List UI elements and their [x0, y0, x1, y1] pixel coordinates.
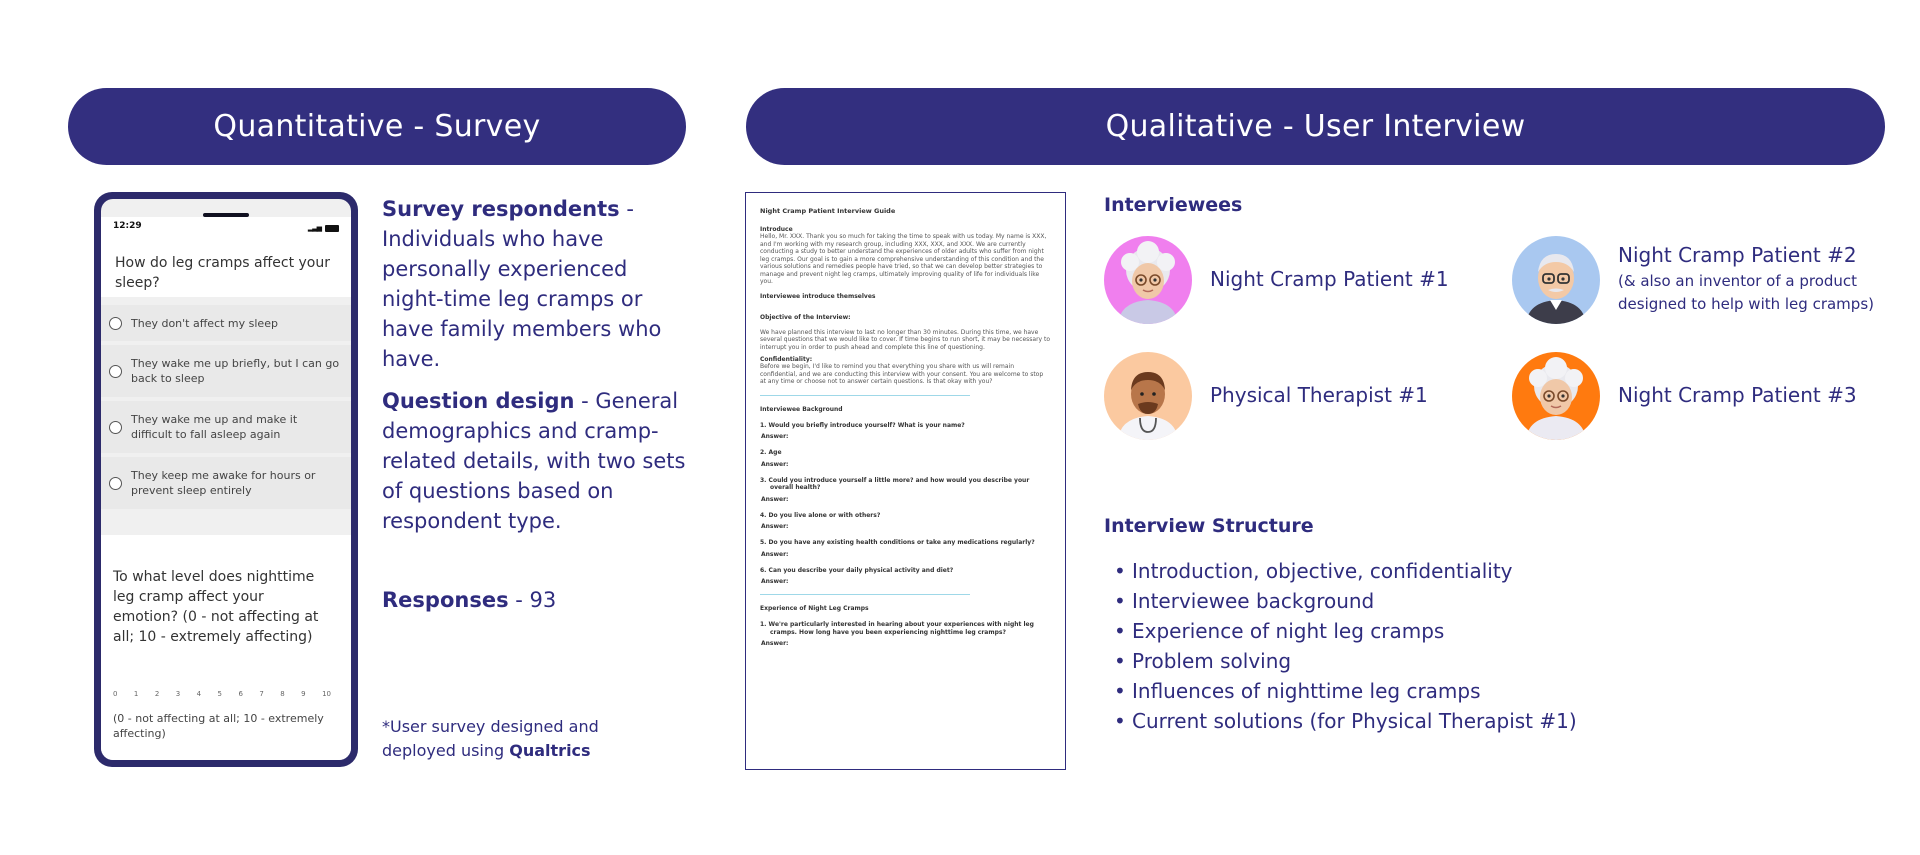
respondents-text: - Individuals who have personally experienced night-time leg cramps or have family members who have. — [382, 197, 662, 371]
option-label: They wake me up and make it difficult to fall asleep again — [131, 413, 298, 441]
interview-structure-list — [1112, 556, 1577, 736]
doc-answer: Answer: — [761, 495, 789, 503]
doctor-icon — [1104, 352, 1192, 440]
survey-question-1: How do leg cramps affect your sleep? — [101, 239, 351, 297]
status-bar — [101, 217, 351, 239]
doc-answer: Answer: — [761, 460, 789, 468]
scale-point[interactable]: 2 — [154, 690, 160, 698]
doc-question: 1. Would you briefly introduce yourself? What is your name? — [760, 421, 965, 429]
radio-icon[interactable] — [109, 477, 122, 490]
radio-icon[interactable] — [109, 421, 122, 434]
doc-answer: Answer: — [761, 640, 789, 647]
list-item: • Problem solving — [1112, 646, 1577, 676]
doc-question: 1. We're particularly interested in hearing about your experiences with night leg cramps. How long have you been experiencing nighttime leg cramps? — [760, 621, 1034, 636]
doc-objective-text: We have planned this interview to last no longer than 30 minutes. During this time, we have several questions that we would like to cover. If time begins to run short, it may be necessary to interrupt you in order to push ahead and complete this line of questioning. — [760, 328, 1051, 351]
survey-section-header — [68, 88, 686, 165]
elderly-man-avatar — [1512, 236, 1600, 324]
design-label: Question design — [382, 389, 575, 413]
doc-divider — [760, 594, 970, 595]
doctor-avatar — [1104, 352, 1192, 440]
doc-objective-heading: Objective of the Interview: — [760, 313, 851, 321]
qualtrics-brand: Qualtrics — [509, 741, 591, 760]
doc-experience-heading: Experience of Night Leg Cramps — [760, 605, 869, 612]
radio-icon[interactable] — [109, 317, 122, 330]
doc-question: 3. Could you introduce yourself a little more? and how would you describe your overall health? — [760, 476, 1030, 491]
doc-intro-heading: Introduce — [760, 226, 793, 233]
scale-point[interactable]: 1 — [133, 690, 139, 698]
survey-footnote — [382, 715, 642, 763]
interviewee-name: Night Cramp Patient #3 — [1618, 383, 1857, 407]
interview-guide-document — [745, 192, 1066, 770]
list-item: • Interviewee background — [1112, 586, 1577, 616]
elderly-woman-avatar — [1104, 236, 1192, 324]
doc-question: 6. Can you describe your daily physical activity and diet? — [760, 566, 954, 574]
interviewees-title: Interviewees — [1104, 194, 1243, 216]
phone-screen — [101, 199, 351, 760]
option-label: They don't affect my sleep — [131, 316, 278, 330]
survey-header-label: Quantitative - Survey — [213, 109, 541, 144]
scale-point[interactable]: 7 — [259, 690, 264, 698]
doc-answer: Answer: — [761, 578, 789, 585]
option-label: They wake me up briefly, but I can go back to sleep — [131, 357, 340, 385]
doc-question: 2. Age — [760, 449, 782, 456]
scale-point[interactable]: 6 — [238, 690, 243, 698]
survey-option-3[interactable] — [101, 401, 351, 453]
rating-scale[interactable] — [113, 690, 331, 698]
design-text: - General demographics and cramp-related details, with two sets of questions based on respondent type. — [382, 389, 686, 533]
survey-option-2[interactable] — [101, 345, 351, 397]
interviewee-note: (& also an inventor of a product designed to help with leg cramps) — [1618, 272, 1874, 313]
responses-count: - 93 — [508, 588, 557, 612]
survey-option-1[interactable] — [101, 305, 351, 341]
list-item: • Current solutions (for Physical Therapist #1) — [1112, 706, 1577, 736]
interviewee-name: Physical Therapist #1 — [1210, 383, 1428, 407]
responses-label: Responses — [382, 588, 509, 612]
list-item: • Introduction, objective, confidentiality — [1112, 556, 1577, 586]
survey-question-design — [382, 386, 692, 536]
radio-icon[interactable] — [109, 365, 122, 378]
doc-intro-text: Hello, Mr. XXX. Thank you so much for taking the time to speak with us today. My name is XXX, and I'm working with my research group, including XXX, XXX, and XXX. We are currently conducting a study to better understand the experiences of older adults who suffer from night leg cramps. Our goal is to gain a more comprehensive understanding of this condition and the various solutions and remedies people have tried, so that we can develop better strategies to manage and prevent night leg cramps, ultimately improving quality of life for individuals like you. — [760, 233, 1047, 285]
survey-responses — [382, 585, 692, 615]
interview-header-label: Qualitative - User Interview — [1105, 109, 1526, 144]
status-icons — [308, 221, 339, 235]
survey-option-4[interactable] — [101, 457, 351, 509]
scale-point[interactable]: 10 — [322, 690, 331, 698]
doc-divider — [760, 395, 970, 396]
list-item: • Influences of nighttime leg cramps — [1112, 676, 1577, 706]
interview-section-header — [746, 88, 1885, 165]
doc-background-heading: Interviewee Background — [760, 405, 843, 413]
scale-point[interactable]: 5 — [217, 690, 222, 698]
signal-icon: ▂▃▅ — [307, 224, 321, 232]
doc-title: Night Cramp Patient Interview Guide — [760, 207, 896, 215]
survey-question-2: To what level does nighttime leg cramp affect your emotion? (0 - not affecting at all; 10 - extremely affecting) — [113, 569, 319, 645]
elderly-woman-avatar — [1512, 352, 1600, 440]
doc-introduce-themselves: Interviewee introduce themselves — [760, 292, 876, 300]
doc-question: 4. Do you live alone or with others? — [760, 511, 881, 519]
scale-point[interactable]: 4 — [196, 690, 202, 698]
doc-confidentiality-heading: Confidentiality: — [760, 356, 813, 363]
doc-question: 5. Do you have any existing health conditions or take any medications regularly? — [760, 539, 1035, 546]
list-item: • Experience of night leg cramps — [1112, 616, 1577, 646]
elderly-woman-icon — [1104, 236, 1192, 324]
interviewee-name: Night Cramp Patient #1 — [1210, 267, 1449, 291]
doc-answer: Answer: — [761, 550, 789, 558]
elderly-woman-icon — [1512, 352, 1600, 440]
interviewee-name: Night Cramp Patient #2 — [1618, 243, 1857, 267]
scale-point[interactable]: 0 — [113, 690, 118, 698]
survey-question-2-area — [101, 535, 351, 760]
scale-point[interactable]: 9 — [301, 690, 306, 698]
option-label: They keep me awake for hours or prevent sleep entirely — [131, 469, 316, 497]
respondents-label: Survey respondents — [382, 197, 620, 221]
scale-point[interactable]: 3 — [175, 690, 181, 698]
footnote-text: *User survey designed and deployed using — [382, 717, 599, 760]
doc-answer: Answer: — [761, 433, 789, 440]
interview-structure-title: Interview Structure — [1104, 515, 1314, 537]
doc-confidentiality-text: Before we begin, I'd like to remind you that everything you share with us will remain confidential, and we are conducting this interview with your consent. You are welcome to stop at any time or choose not to answer certain questions. Is that okay with you? — [760, 363, 1044, 385]
battery-icon — [325, 225, 339, 232]
phone-mockup — [94, 192, 358, 767]
survey-respondents — [382, 194, 692, 374]
doc-answer: Answer: — [761, 523, 789, 530]
elderly-man-icon — [1512, 236, 1600, 324]
scale-note: (0 - not affecting at all; 10 - extremely affecting) — [113, 712, 324, 740]
scale-point[interactable]: 8 — [280, 690, 285, 698]
status-time: 12:29 — [113, 221, 142, 231]
